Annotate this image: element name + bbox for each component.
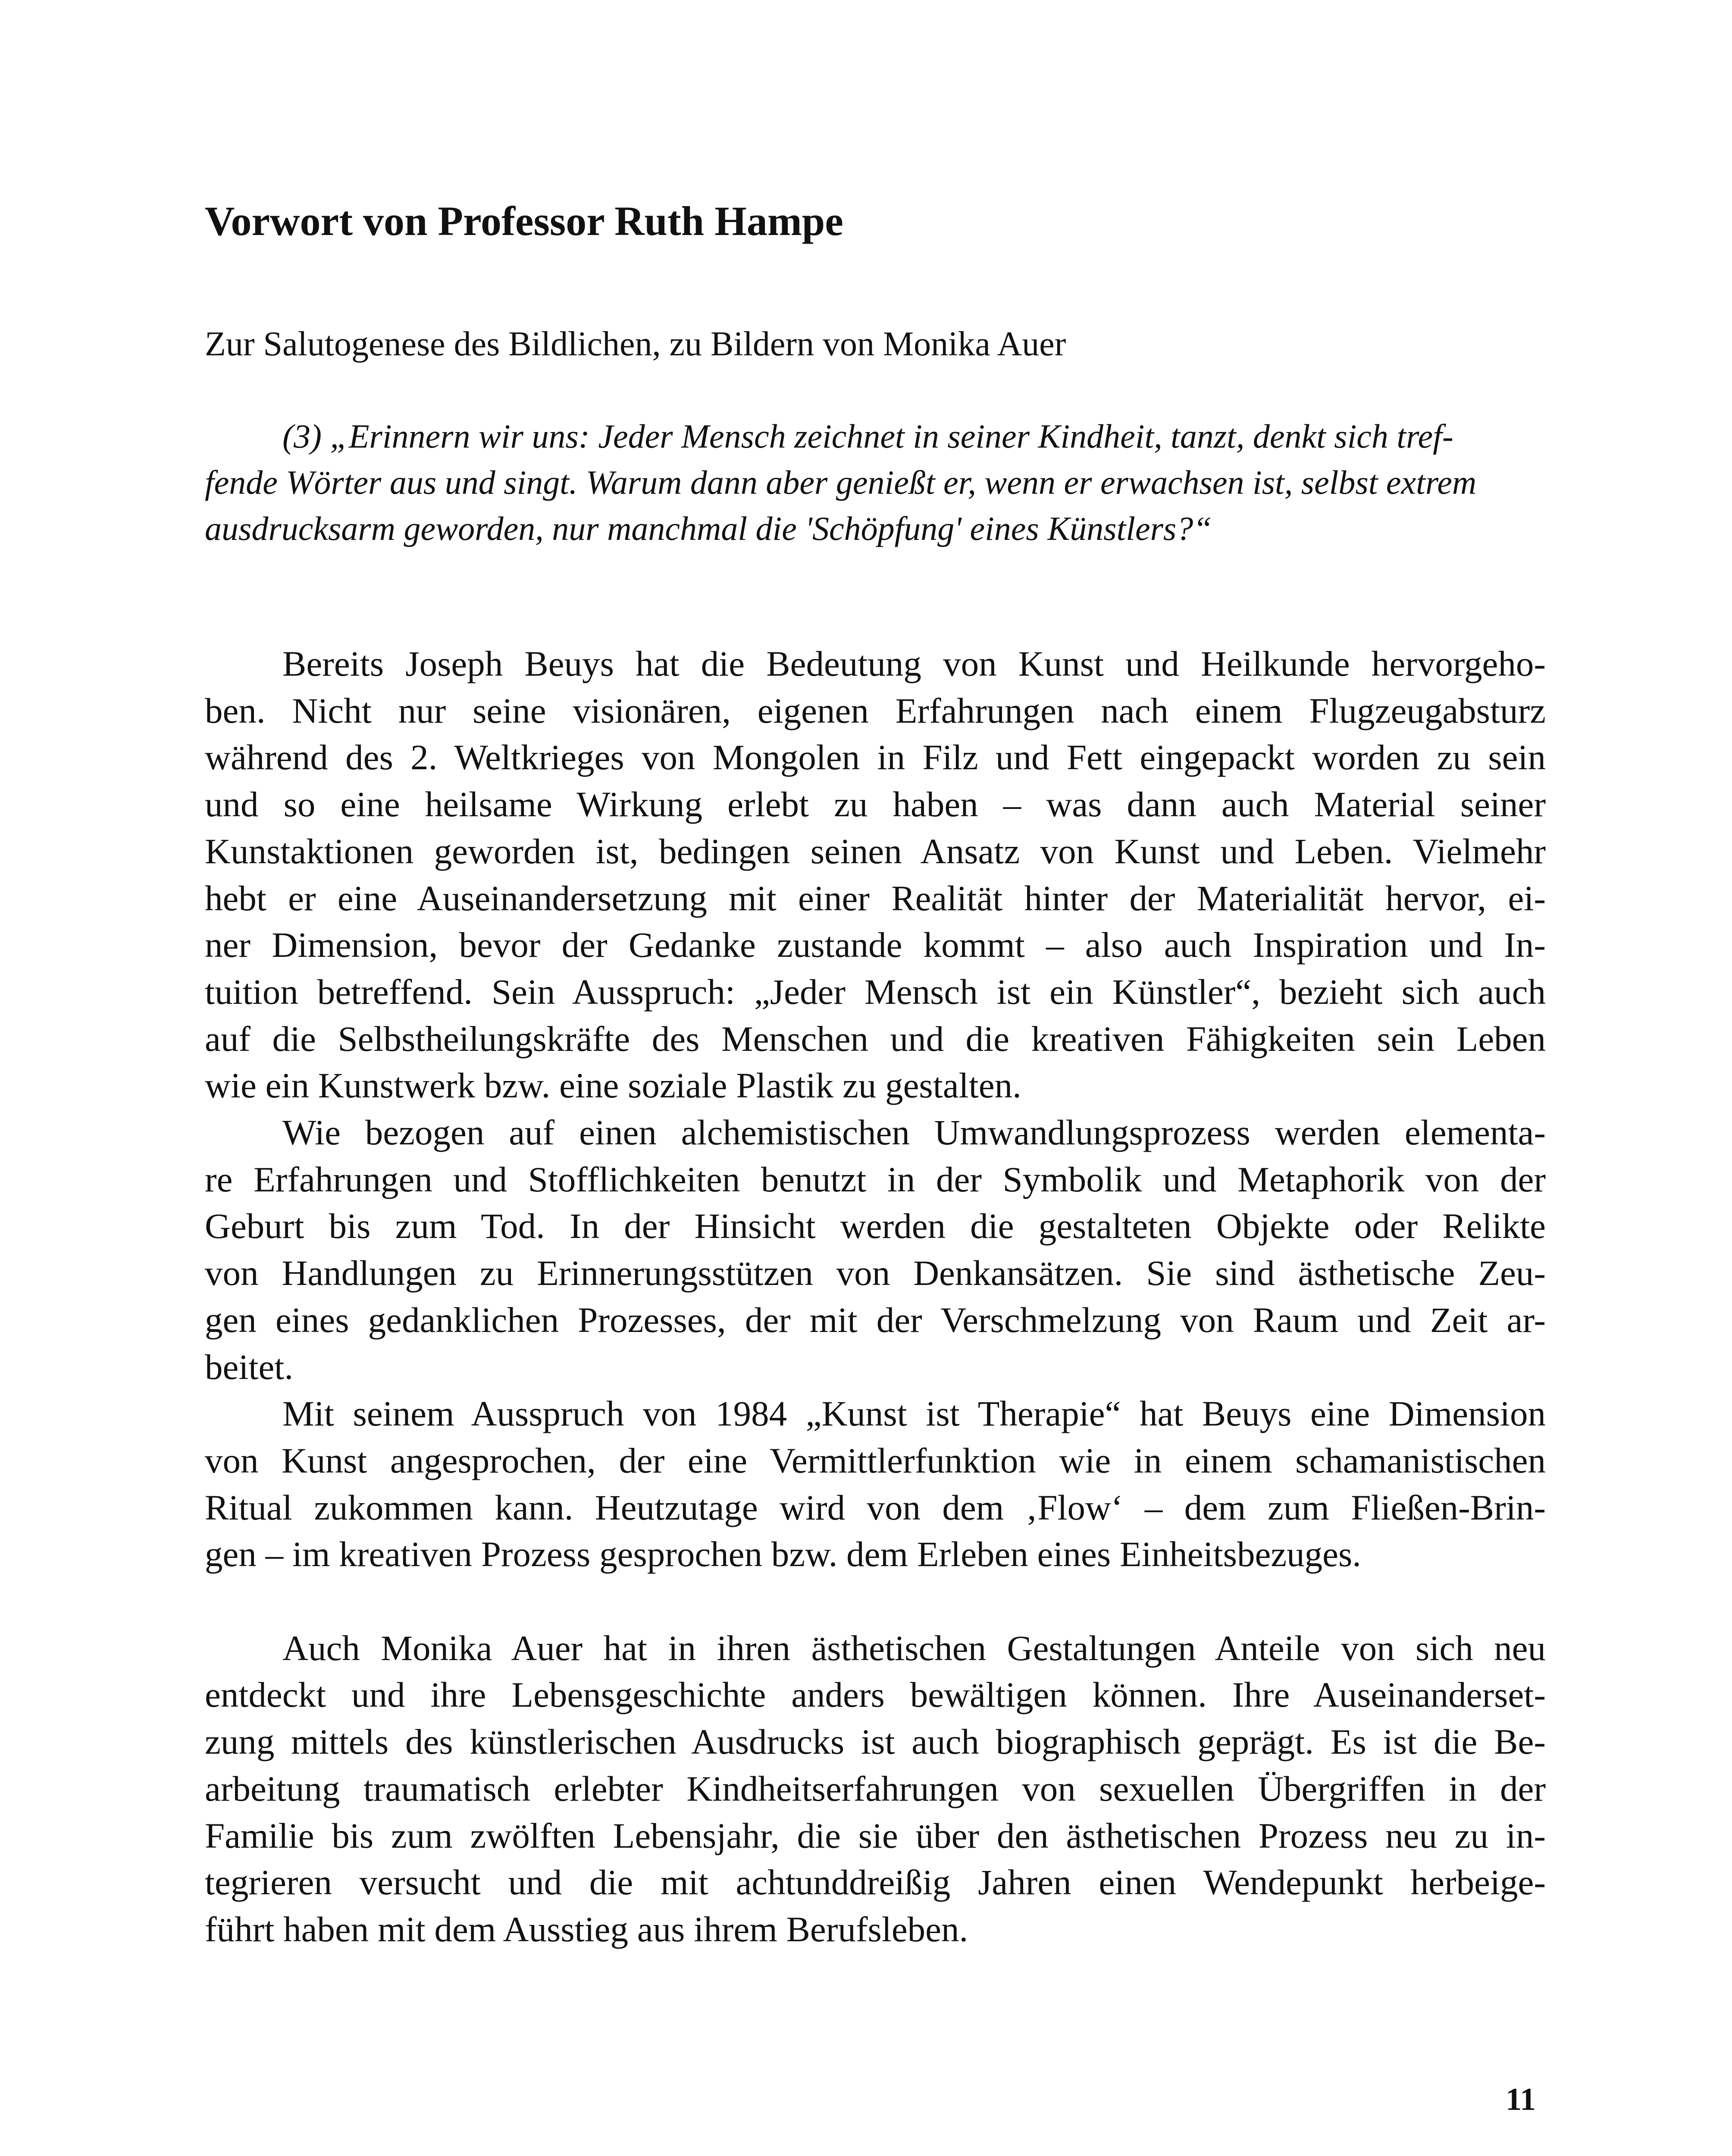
- body-line: von Handlungen zu Erinnerungsstützen von Denkansätzen. Sie sind ästhetische Zeu-: [205, 1253, 1546, 1293]
- body-line: gen eines gedanklichen Prozesses, der mit der Verschmelzung von Raum und Zeit ar-: [205, 1300, 1546, 1340]
- page-title: Vorwort von Professor Ruth Hampe: [205, 198, 843, 244]
- epigraph-line: (3) „Erinnern wir uns: Jeder Mensch zeichnet in seiner Kindheit, tanzt, denkt sich tref-: [282, 417, 1453, 455]
- body-line: entdeckt und ihre Lebensgeschichte anders bewältigen können. Ihre Auseinanderset-: [205, 1675, 1546, 1715]
- body-line: zung mittels des künstlerischen Ausdrucks ist auch biographisch geprägt. Es ist die Be-: [205, 1722, 1546, 1762]
- body-line: beitet.: [205, 1347, 294, 1387]
- body-text: [205, 640, 1546, 1953]
- body-line: ner Dimension, bevor der Gedanke zustande kommt – also auch Inspiration und In-: [205, 925, 1546, 965]
- body-line: wie ein Kunstwerk bzw. eine soziale Plastik zu gestalten.: [205, 1065, 1021, 1106]
- body-line: und so eine heilsame Wirkung erlebt zu haben – was dann auch Material seiner: [205, 784, 1546, 824]
- body-line: führt haben mit dem Ausstieg aus ihrem Berufsleben.: [205, 1909, 968, 1949]
- body-line: Ritual zukommen kann. Heutzutage wird von dem ‚Flow‘ – dem zum Fließen-Brin-: [205, 1487, 1546, 1527]
- body-line: Bereits Joseph Beuys hat die Bedeutung von Kunst und Heilkunde hervorgeho-: [282, 644, 1546, 683]
- body-line: gen – im kreativen Prozess gesprochen bzw. dem Erleben eines Einheitsbezuges.: [205, 1534, 1362, 1574]
- paragraph-gap: [205, 1578, 1546, 1625]
- body-line: Geburt bis zum Tod. In der Hinsicht werden die gestalteten Objekte oder Relikte: [205, 1206, 1546, 1246]
- body-line: Wie bezogen auf einen alchemistischen Umwandlungsprozess werden elementa-: [282, 1112, 1546, 1153]
- body-line: ben. Nicht nur seine visionären, eigenen Erfahrungen nach einem Flugzeugabsturz: [205, 690, 1546, 730]
- body-line: re Erfahrungen und Stofflichkeiten benutzt in der Symbolik und Metaphorik von der: [205, 1159, 1546, 1199]
- body-line: während des 2. Weltkrieges von Mongolen in Filz und Fett eingepackt worden zu sein: [205, 737, 1546, 777]
- body-line: Auch Monika Auer hat in ihren ästhetischen Gestaltungen Anteile von sich neu: [282, 1628, 1546, 1668]
- subtitle: Zur Salutogenese des Bildlichen, zu Bildern von Monika Auer: [205, 325, 1066, 363]
- body-line: Kunstaktionen geworden ist, bedingen seinen Ansatz von Kunst und Leben. Vielmehr: [205, 831, 1546, 871]
- page-number: 11: [1506, 2082, 1536, 2117]
- body-line: tegrieren versucht und die mit achtunddreißig Jahren einen Wendepunkt herbeige-: [205, 1862, 1546, 1902]
- body-line: arbeitung traumatisch erlebter Kindheitserfahrungen von sexuellen Übergriffen in der: [205, 1768, 1546, 1808]
- body-line: hebt er eine Auseinandersetzung mit einer Realität hinter der Materialität hervor, ei-: [205, 878, 1546, 918]
- body-line: von Kunst angesprochen, der eine Vermittlerfunktion wie in einem schamanistischen: [205, 1440, 1546, 1480]
- epigraph-line: ausdrucksarm geworden, nur manchmal die 'Schöpfung' eines Künstlers?“: [205, 510, 1212, 547]
- body-line: auf die Selbstheilungskräfte des Menschen und die kreativen Fähigkeiten sein Leben: [205, 1018, 1546, 1059]
- body-line: Mit seinem Ausspruch von 1984 „Kunst ist Therapie“ hat Beuys eine Dimension: [282, 1394, 1546, 1434]
- body-line: tuition betreffend. Sein Ausspruch: „Jeder Mensch ist ein Künstler“, bezieht sich auch: [205, 971, 1546, 1012]
- body-line: Familie bis zum zwölften Lebensjahr, die sie über den ästhetischen Prozess neu zu in-: [205, 1815, 1546, 1855]
- epigraph-quote: [205, 413, 1546, 552]
- epigraph-line: fende Wörter aus und singt. Warum dann aber genießt er, wenn er erwachsen ist, selbst extrem: [205, 464, 1477, 501]
